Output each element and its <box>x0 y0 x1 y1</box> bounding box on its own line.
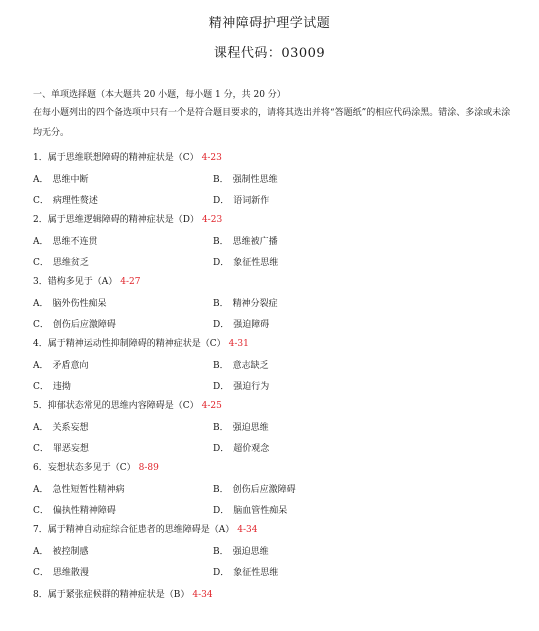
option-letter: C． <box>33 258 49 268</box>
option-d <box>213 317 269 331</box>
option-text: 思维被广播 <box>232 237 278 247</box>
option-a <box>33 544 89 558</box>
option-text: 思维不连贯 <box>52 237 98 247</box>
page-title: 精神障碍护理学试题 <box>208 16 331 31</box>
option-a <box>33 482 125 496</box>
option-letter: C． <box>33 382 49 392</box>
page-reference: 4-23 <box>201 153 222 163</box>
option-text: 矛盾意向 <box>52 361 89 371</box>
option-a <box>33 420 89 434</box>
option-d <box>213 503 287 517</box>
option-c <box>33 193 98 207</box>
question-text: 1．属于思维联想障碍的精神症状是（C） <box>33 153 199 163</box>
option-letter: B． <box>213 547 229 557</box>
option-letter: A． <box>33 485 49 495</box>
option-text: 强迫行为 <box>233 382 270 392</box>
option-letter: D． <box>213 506 230 516</box>
page-reference: 4-34 <box>237 525 258 535</box>
question-4 <box>33 336 513 350</box>
option-text: 精神分裂症 <box>232 299 278 309</box>
option-c <box>33 379 71 393</box>
option-letter: C． <box>33 444 49 454</box>
option-a <box>33 358 89 372</box>
option-letter: A． <box>33 547 49 557</box>
option-text: 思维贫乏 <box>52 258 89 268</box>
option-text: 脑血管性痴呆 <box>233 506 288 516</box>
course-code: 03009 <box>281 46 326 61</box>
option-letter: B． <box>213 237 229 247</box>
question-3 <box>33 274 513 288</box>
option-letter: A． <box>33 237 49 247</box>
option-letter: D． <box>213 320 230 330</box>
option-b <box>213 420 269 434</box>
option-text: 创伤后应激障碍 <box>232 485 296 495</box>
option-text: 急性短暂性精神病 <box>52 485 125 495</box>
option-text: 语词新作 <box>233 196 270 206</box>
question-2 <box>33 212 513 226</box>
option-text: 罪恶妄想 <box>52 444 89 454</box>
option-b <box>213 172 278 186</box>
question-8 <box>33 587 513 601</box>
option-letter: D． <box>213 568 230 578</box>
section-instructions: 在每小题列出的四个备选项中只有一个是符合题目要求的，请将其选出并将“答题纸”的相应代码涂黑。错涂、多涂或未涂均无分。 <box>33 108 511 138</box>
option-d <box>213 379 269 393</box>
option-letter: C． <box>33 196 49 206</box>
option-a <box>33 172 89 186</box>
option-text: 关系妄想 <box>52 423 89 433</box>
option-text: 被控制感 <box>52 547 89 557</box>
option-letter: B． <box>213 361 229 371</box>
option-text: 脑外伤性痴呆 <box>52 299 107 309</box>
option-text: 强迫思维 <box>232 547 269 557</box>
option-b <box>213 358 269 372</box>
option-letter: D． <box>213 258 230 268</box>
option-letter: C． <box>33 506 49 516</box>
option-letter: B． <box>213 485 229 495</box>
option-letter: D． <box>213 382 230 392</box>
option-text: 象征性思维 <box>233 258 279 268</box>
option-text: 思维散漫 <box>52 568 89 578</box>
option-text: 强制性思维 <box>232 175 278 185</box>
question-6 <box>33 460 513 474</box>
question-text: 3．错构多见于（A） <box>33 277 118 287</box>
option-letter: D． <box>213 444 230 454</box>
page-reference: 4-27 <box>120 277 141 287</box>
page-reference: 4-34 <box>192 590 213 600</box>
question-text: 5．抑郁状态常见的思维内容障碍是（C） <box>33 401 199 411</box>
option-letter: B． <box>213 175 229 185</box>
option-d <box>213 565 278 579</box>
option-text: 意志缺乏 <box>232 361 269 371</box>
section-heading: 一、单项选择题（本大题共 20 小题，每小题 1 分，共 20 分） <box>33 90 286 100</box>
option-text: 偏执性精神障碍 <box>52 506 116 516</box>
question-text: 8．属于紧张症候群的精神症状是（B） <box>33 590 190 600</box>
option-text: 病理性赘述 <box>52 196 98 206</box>
option-text: 违拗 <box>52 382 71 392</box>
question-text: 7．属于精神自动症综合征患者的思维障碍是（A） <box>33 525 235 535</box>
question-7 <box>33 522 513 536</box>
option-letter: C． <box>33 568 49 578</box>
option-letter: D． <box>213 196 230 206</box>
option-b <box>213 296 278 310</box>
option-c <box>33 565 89 579</box>
option-letter: A． <box>33 423 49 433</box>
option-c <box>33 441 89 455</box>
page-reference: 4-25 <box>201 401 222 411</box>
question-5 <box>33 398 513 412</box>
option-d <box>213 255 278 269</box>
option-letter: A． <box>33 361 49 371</box>
option-c <box>33 317 116 331</box>
course-code-label: 课程代码： <box>213 46 282 61</box>
option-letter: A． <box>33 175 49 185</box>
option-letter: B． <box>213 299 229 309</box>
page-reference: 4-31 <box>228 339 249 349</box>
question-1 <box>33 150 513 164</box>
question-text: 4．属于精神运动性抑制障碍的精神症状是（C） <box>33 339 226 349</box>
option-d <box>213 441 269 455</box>
option-text: 象征性思维 <box>233 568 279 578</box>
option-a <box>33 296 107 310</box>
page-reference: 8-89 <box>138 463 159 473</box>
option-b <box>213 482 296 496</box>
option-b <box>213 234 278 248</box>
page-reference: 4-23 <box>201 215 223 225</box>
option-text: 创伤后应激障碍 <box>52 320 116 330</box>
option-d <box>213 193 269 207</box>
option-c <box>33 503 116 517</box>
option-text: 思维中断 <box>52 175 89 185</box>
option-text: 超价观念 <box>233 444 270 454</box>
option-c <box>33 255 89 269</box>
option-b <box>213 544 269 558</box>
question-text: 6．妄想状态多见于（C） <box>33 463 136 473</box>
option-a <box>33 234 98 248</box>
option-letter: B． <box>213 423 229 433</box>
question-text: 2．属于思维逻辑障碍的精神症状是（D） <box>33 215 199 225</box>
option-letter: A． <box>33 299 49 309</box>
course-code-line <box>0 42 539 61</box>
option-letter: C． <box>33 320 49 330</box>
option-text: 强迫障碍 <box>233 320 270 330</box>
option-text: 强迫思维 <box>232 423 269 433</box>
